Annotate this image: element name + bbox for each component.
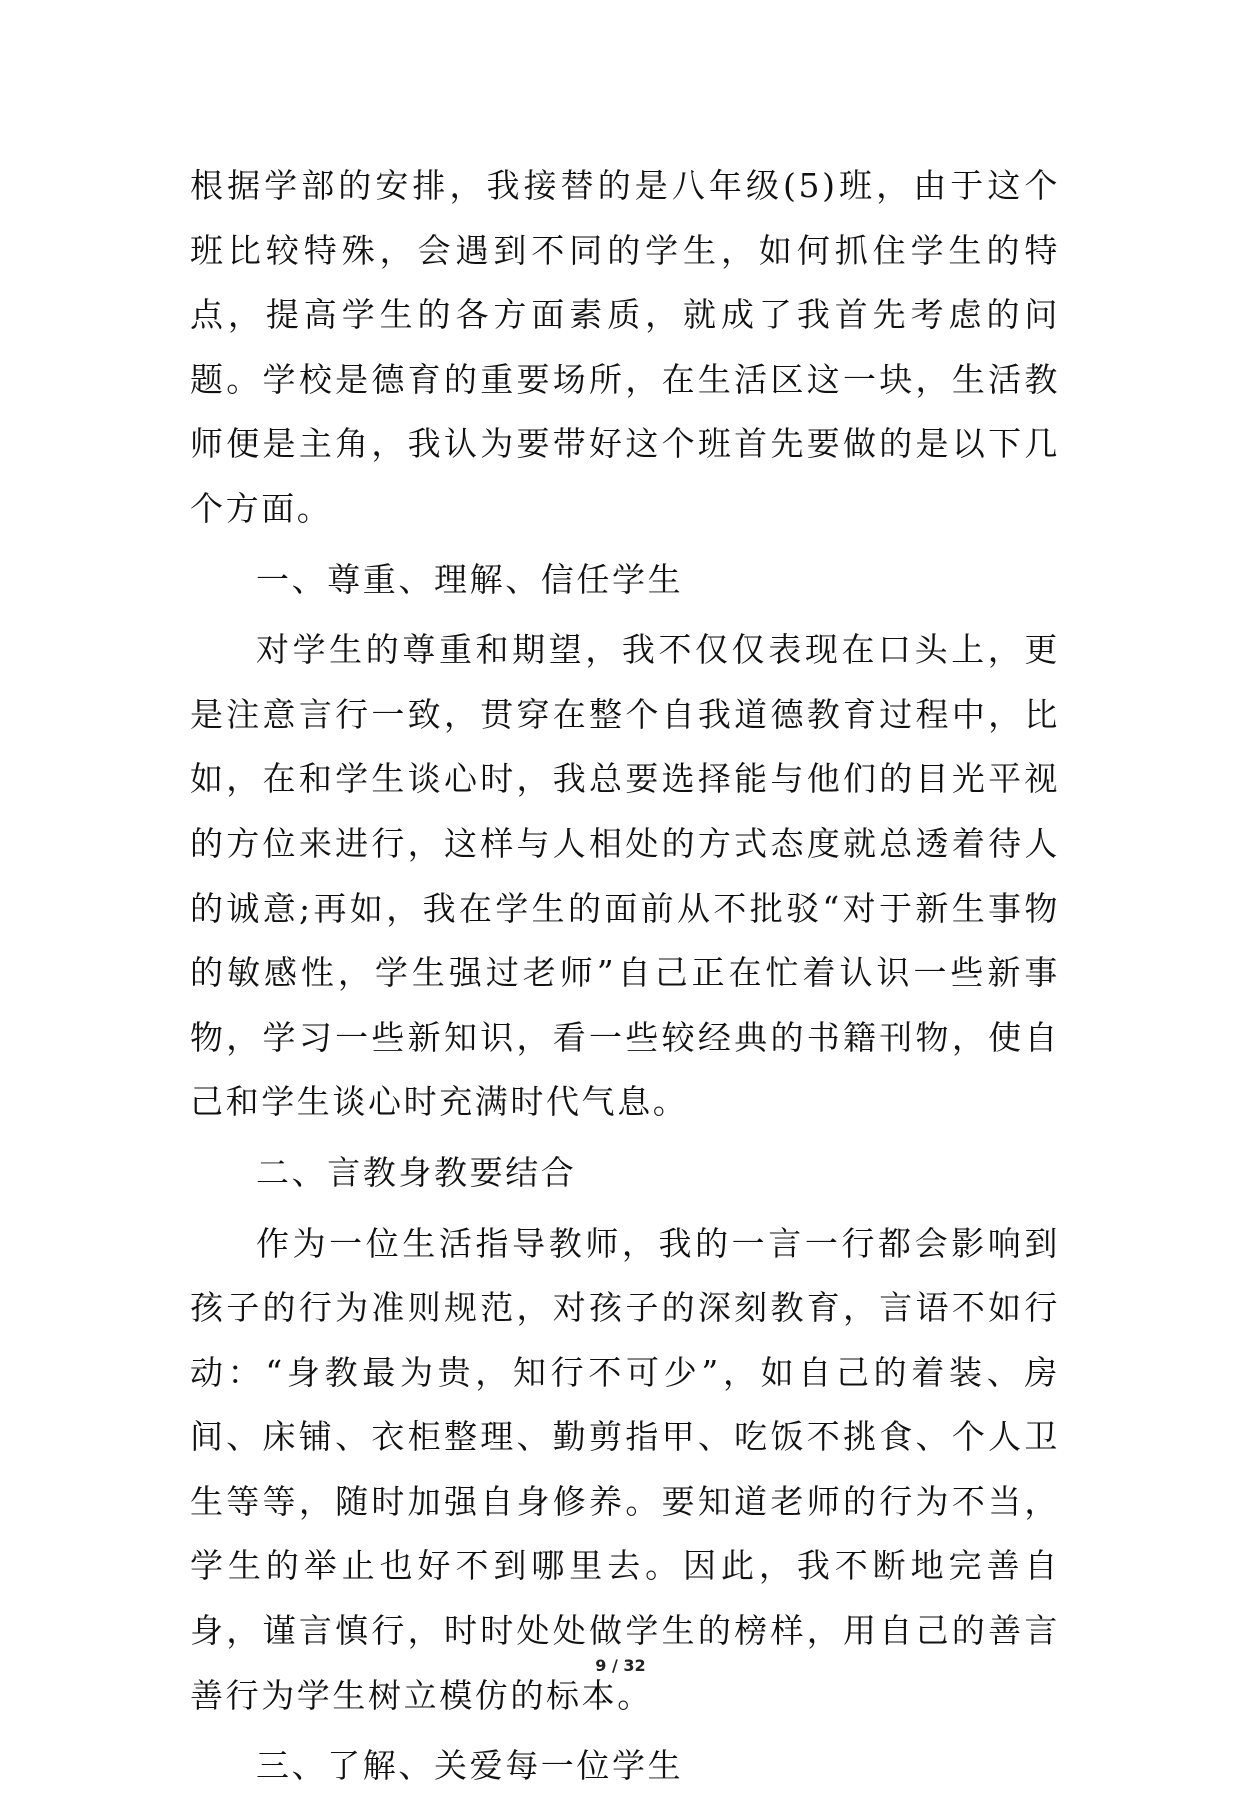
document-body — [190, 154, 1060, 1799]
paragraph-teaching: 作为一位生活指导教师，我的一言一行都会影响到孩子的行为准则规范，对孩子的深刻教育，言语不如行动：“身教最为贵，知行不可少”，如自己的着装、房间、床铺、衣柜整理、勤剪指甲、吃饭不挑食、个人卫生等等，随时加强自身修养。要知道老师的行为不当，学生的举止也好不到哪里去。因此，我不断地完善自身，谨言慎行，时时处处做学生的榜样，用自己的善言善行为学生树立模仿的标本。 — [190, 1223, 1060, 1715]
page-number: 9 / 32 — [595, 1656, 646, 1675]
paragraph-intro: 根据学部的安排，我接替的是八年级(5)班，由于这个班比较特殊，会遇到不同的学生，如何抓住学生的特点，提高学生的各方面素质，就成了我首先考虑的问题。学校是德育的重要场所，在生活区这一块，生活教师便是主角，我认为要带好这个班首先要做的是以下几个方面。 — [190, 166, 1060, 528]
section-heading-care: 三、了解、关爱每一位学生 — [256, 1746, 684, 1786]
section-heading-respect: 一、尊重、理解、信任学生 — [256, 559, 684, 599]
paragraph-respect: 对学生的尊重和期望，我不仅仅表现在口头上，更是注意言行一致，贯穿在整个自我道德教育过程中，比如，在和学生谈心时，我总要选择能与他们的目光平视的方位来进行，这样与人相处的方式态度就总透着待人的诚意;再如，我在学生的面前从不批驳“对于新生事物的敏感性，学生强过老师”自己正在忙着认识一些新事物，学习一些新知识，看一些较经典的书籍刊物，使自己和学生谈心时充满时代气息。 — [190, 630, 1060, 1122]
section-heading-teaching: 二、言教身教要结合 — [256, 1152, 577, 1192]
